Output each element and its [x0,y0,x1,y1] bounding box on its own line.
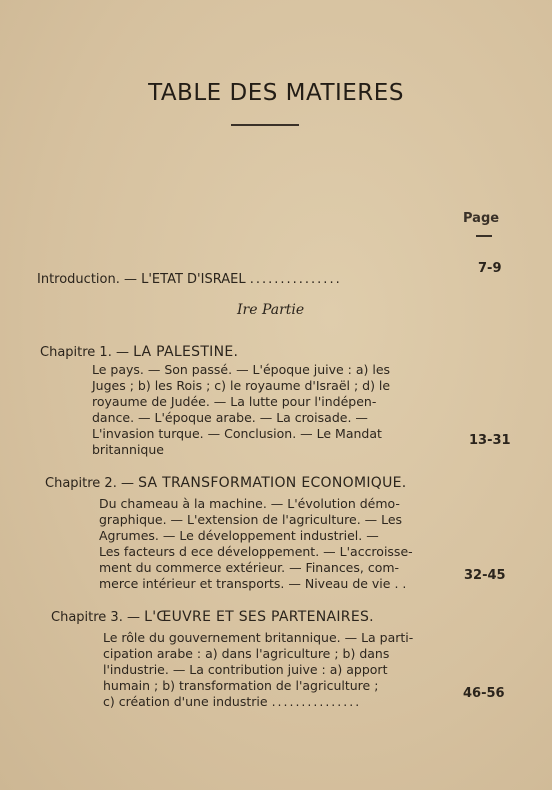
chapter-2-line: merce intérieur et transports. — Niveau de vie . . [99,576,407,591]
chapter-3-number: Chapitre 3. — [51,610,140,625]
chapter-1-pages: 13-31 [469,433,511,448]
introduction-label: Introduction. — L'ETAT D'ISRAEL [37,272,246,287]
title-divider [231,124,299,126]
chapter-3-line: l'industrie. — La contribution juive : a) apport [103,662,388,677]
chapter-1-line: dance. — L'époque arabe. — La croisade. — [92,410,368,425]
page-column-header: Page [463,211,500,226]
chapter-2-line: Agrumes. — Le développement industriel. — [99,528,379,543]
chapter-2-line: Du chameau à la machine. — L'évolution démo- [99,496,400,511]
chapter-3-pages: 46-56 [463,686,505,701]
introduction-pages: 7-9 [478,261,502,276]
chapter-1-line: britannique [92,442,164,457]
chapter-2-number: Chapitre 2. — [45,476,134,491]
chapter-3-title: L'ŒUVRE ET SES PARTENAIRES. [144,609,374,625]
chapter-1-number: Chapitre 1. — [40,345,129,360]
chapter-2-line: graphique. — L'extension de l'agriculture. — Les [99,512,403,527]
leader-dots: ............... [249,272,342,287]
chapter-1-line: L'invasion turque. — Conclusion. — Le Mandat [92,426,382,441]
toc-introduction[interactable] [37,272,342,287]
chapter-2-line: ment du commerce extérieur. — Finances, com- [99,560,400,575]
chapter-3-heading[interactable] [51,609,374,625]
chapter-1-line: Le pays. — Son passé. — L'époque juive : a) les [92,362,391,377]
chapter-2-heading[interactable] [45,475,407,491]
page-title: TABLE DES MATIERES [148,80,404,106]
chapter-2-pages: 32-45 [464,568,506,583]
chapter-3-last-line: c) création d'une industrie [103,694,268,709]
chapter-1-heading[interactable] [40,344,238,360]
chapter-3-line: Le rôle du gouvernement britannique. — La parti- [103,630,414,645]
leader-dots: ............... [271,694,362,709]
part-heading: Ire Partie [237,302,305,318]
chapter-1-title: LA PALESTINE. [133,344,239,360]
chapter-1-line: royaume de Judée. — La lutte pour l'indépen- [92,394,377,409]
chapter-3-line [103,694,361,709]
page-column-divider [476,235,492,237]
chapter-3-line: cipation arabe : a) dans l'agriculture ; b) dans [103,646,390,661]
chapter-2-title: SA TRANSFORMATION ECONOMIQUE. [138,475,407,491]
chapter-2-line: Les facteurs d ece développement. — L'accroisse- [99,544,413,559]
chapter-3-line: humain ; b) transformation de l'agriculture ; [103,678,379,693]
chapter-1-line: Juges ; b) les Rois ; c) le royaume d'Israël ; d) le [92,378,391,393]
